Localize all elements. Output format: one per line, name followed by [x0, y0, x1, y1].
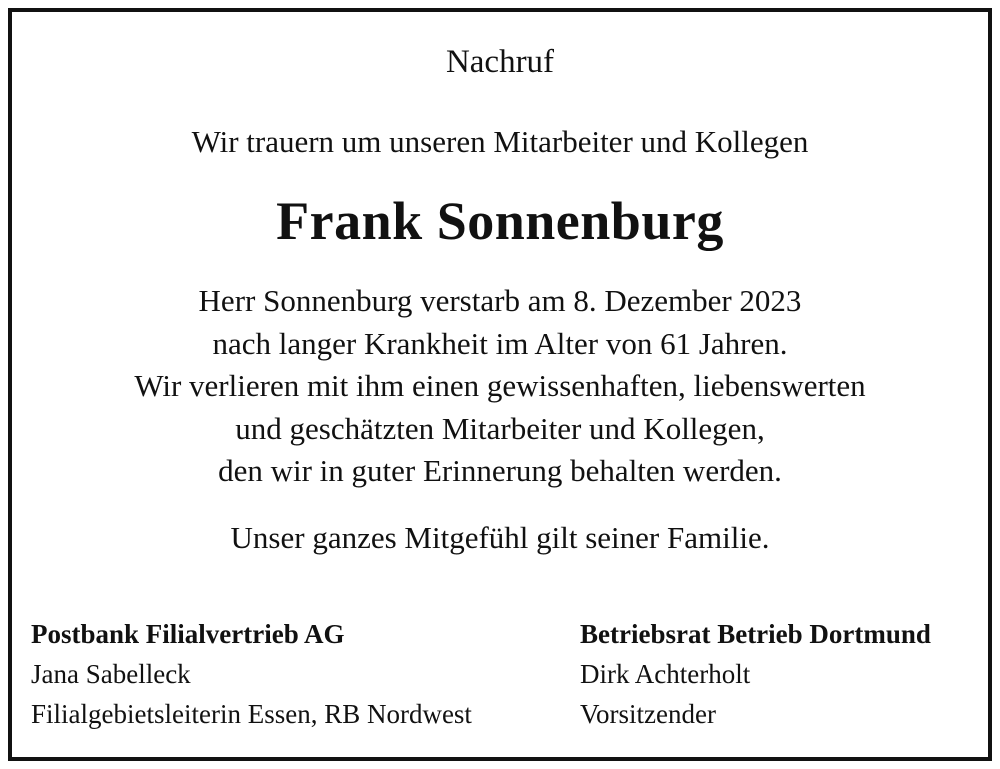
body-line: den wir in guter Erinnerung behalten werden. [218, 453, 782, 488]
body-line: Wir verlieren mit ihm einen gewissenhaften, liebenswerten [134, 368, 866, 403]
deceased-name: Frank Sonnenburg [276, 191, 724, 251]
notice-heading: Nachruf [445, 44, 555, 80]
signatory-person: Dirk Achterholt [580, 659, 751, 689]
body-line: nach langer Krankheit im Alter von 61 Jahren. [212, 325, 788, 361]
signatory-role: Vorsitzender [580, 699, 716, 729]
signatory-right [580, 614, 931, 734]
signatory-organization: Postbank Filialvertrieb AG [31, 619, 345, 649]
body-line: Herr Sonnenburg verstarb am 8. Dezember 2023 [198, 283, 802, 318]
condolence-line: Unser ganzes Mitgefühl gilt seiner Familie. [230, 520, 770, 555]
signatory-left [31, 614, 472, 734]
notice-body [0, 280, 1000, 493]
body-line: und geschätzten Mitarbeiter und Kollegen, [235, 410, 765, 446]
notice-intro: Wir trauern um unseren Mitarbeiter und Kollegen [191, 124, 809, 159]
signatory-organization: Betriebsrat Betrieb Dortmund [580, 619, 931, 649]
signatory-person: Jana Sabelleck [31, 659, 191, 689]
signatory-role: Filialgebietsleiterin Essen, RB Nordwest [31, 699, 472, 729]
